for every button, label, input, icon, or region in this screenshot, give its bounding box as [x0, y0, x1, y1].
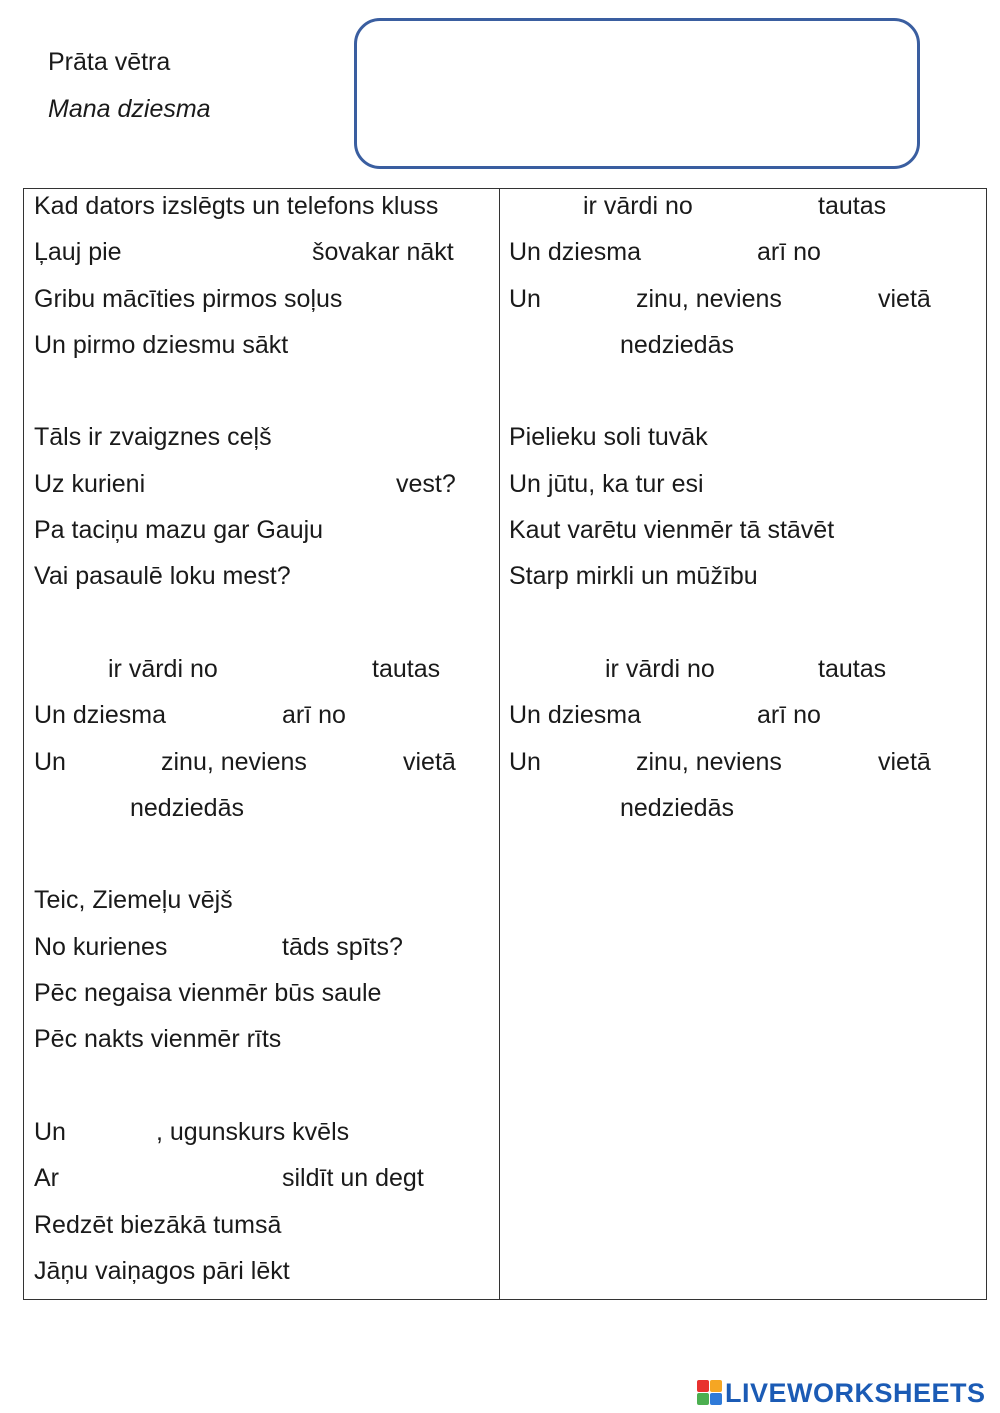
- lyric-line: [34, 282, 494, 328]
- lyric-fragment: Uz kurieni: [34, 469, 146, 498]
- lyric-line: [34, 559, 494, 605]
- lyric-fragment: ir vārdi no: [583, 192, 693, 220]
- lyric-line: [34, 930, 494, 976]
- left-column: [34, 189, 494, 1300]
- lyric-line: [34, 1254, 494, 1300]
- lyric-fragment: Ļauj pie: [34, 238, 122, 267]
- lyric-fragment: ir vārdi no: [605, 654, 715, 683]
- lyric-fragment: tāds spīts?: [282, 932, 403, 961]
- stanza-gap: [34, 837, 494, 883]
- stanza-gap: [509, 374, 979, 420]
- lyric-line: [34, 1161, 494, 1207]
- lyric-line: [34, 698, 494, 744]
- lyric-line: [34, 1208, 494, 1254]
- lyric-fragment: Tāls ir zvaigznes ceļš: [34, 423, 272, 452]
- answer-box[interactable]: [354, 18, 920, 169]
- lyric-fragment: zinu, neviens: [636, 747, 782, 776]
- lyric-line: [509, 282, 979, 328]
- logo-text: LIVEWORKSHEETS: [725, 1377, 986, 1408]
- lyric-line: [34, 976, 494, 1022]
- lyric-fragment: Ar: [34, 1164, 59, 1193]
- lyric-line: [34, 791, 494, 837]
- lyric-line: [509, 189, 979, 235]
- lyric-fragment: vietā: [403, 747, 456, 776]
- song-title: Mana dziesma: [48, 95, 211, 123]
- lyric-line: [34, 189, 494, 235]
- lyric-fragment: Un: [34, 747, 66, 776]
- lyric-fragment: zinu, neviens: [636, 284, 782, 313]
- right-column: [509, 189, 979, 837]
- lyric-fragment: sildīt un degt: [282, 1164, 424, 1193]
- lyrics-table: [23, 188, 987, 1300]
- lyric-fragment: nedziedās: [620, 330, 734, 359]
- stanza-gap: [34, 606, 494, 652]
- artist-name: Prāta vētra: [48, 48, 171, 76]
- lyric-line: [34, 1022, 494, 1068]
- lyric-fragment: nedziedās: [620, 793, 734, 822]
- lyric-line: [509, 467, 979, 513]
- lyric-line: [509, 513, 979, 559]
- lyric-fragment: Un: [509, 747, 541, 776]
- logo-square: [697, 1380, 709, 1392]
- lyric-line: [34, 513, 494, 559]
- logo-square: [697, 1393, 709, 1405]
- lyric-fragment: Kad dators izslēgts un telefons kluss: [34, 192, 439, 220]
- stanza-gap: [509, 606, 979, 652]
- lyric-line: [34, 328, 494, 374]
- lyric-fragment: Un: [509, 284, 541, 313]
- lyric-fragment: arī no: [757, 238, 821, 267]
- liveworksheets-logo: [697, 1376, 986, 1410]
- lyric-fragment: Un jūtu, ka tur esi: [509, 469, 704, 498]
- lyric-fragment: arī no: [282, 701, 346, 730]
- lyric-fragment: Un dziesma: [509, 238, 641, 267]
- lyric-fragment: zinu, neviens: [161, 747, 307, 776]
- lyric-line: [509, 235, 979, 281]
- lyric-fragment: vietā: [878, 284, 931, 313]
- lyric-fragment: tautas: [818, 192, 887, 220]
- lyric-line: [34, 235, 494, 281]
- lyric-fragment: , ugunskurs kvēls: [156, 1117, 350, 1146]
- lyric-fragment: vietā: [878, 747, 931, 776]
- lyric-fragment: Pēc nakts vienmēr rīts: [34, 1025, 282, 1054]
- lyric-fragment: Un: [34, 1117, 66, 1146]
- lyric-fragment: Redzēt biezākā tumsā: [34, 1210, 282, 1239]
- lyric-line: [34, 467, 494, 513]
- lyric-fragment: Pa taciņu mazu gar Gauju: [34, 516, 324, 545]
- lyric-fragment: Starp mirkli un mūžību: [509, 562, 758, 591]
- logo-square: [710, 1393, 722, 1405]
- lyric-fragment: Un dziesma: [34, 701, 166, 730]
- lyric-fragment: Kaut varētu vienmēr tā stāvēt: [509, 516, 835, 545]
- lyric-fragment: Pēc negaisa vienmēr būs saule: [34, 979, 382, 1008]
- logo-mark-icon: [697, 1380, 723, 1406]
- lyric-fragment: tautas: [818, 654, 887, 683]
- lyric-fragment: nedziedās: [130, 793, 244, 822]
- lyric-line: [34, 420, 494, 466]
- lyric-fragment: vest?: [396, 469, 456, 498]
- lyric-line: [509, 698, 979, 744]
- lyric-line: [509, 791, 979, 837]
- column-divider: [499, 189, 500, 1299]
- lyric-fragment: tautas: [372, 654, 441, 683]
- lyric-fragment: Un dziesma: [509, 701, 641, 730]
- lyric-line: [509, 559, 979, 605]
- lyric-line: [509, 420, 979, 466]
- lyric-fragment: Vai pasaulē loku mest?: [34, 562, 291, 591]
- lyric-fragment: Pielieku soli tuvāk: [509, 423, 708, 452]
- lyric-fragment: No kurienes: [34, 932, 168, 961]
- lyric-line: [34, 745, 494, 791]
- stanza-gap: [34, 374, 494, 420]
- lyric-line: [34, 883, 494, 929]
- logo-square: [710, 1380, 722, 1392]
- lyric-fragment: ir vārdi no: [108, 654, 218, 683]
- lyric-line: [34, 652, 494, 698]
- lyric-fragment: Un pirmo dziesmu sākt: [34, 330, 289, 359]
- lyric-line: [509, 652, 979, 698]
- lyric-line: [509, 745, 979, 791]
- lyric-fragment: arī no: [757, 701, 821, 730]
- lyric-fragment: Teic, Ziemeļu vējš: [34, 886, 233, 915]
- lyric-fragment: šovakar nākt: [312, 238, 454, 267]
- lyric-line: [34, 1115, 494, 1161]
- lyric-fragment: Gribu mācīties pirmos soļus: [34, 284, 343, 313]
- lyric-line: [509, 328, 979, 374]
- stanza-gap: [34, 1069, 494, 1115]
- lyric-fragment: Jāņu vaiņagos pāri lēkt: [34, 1256, 290, 1285]
